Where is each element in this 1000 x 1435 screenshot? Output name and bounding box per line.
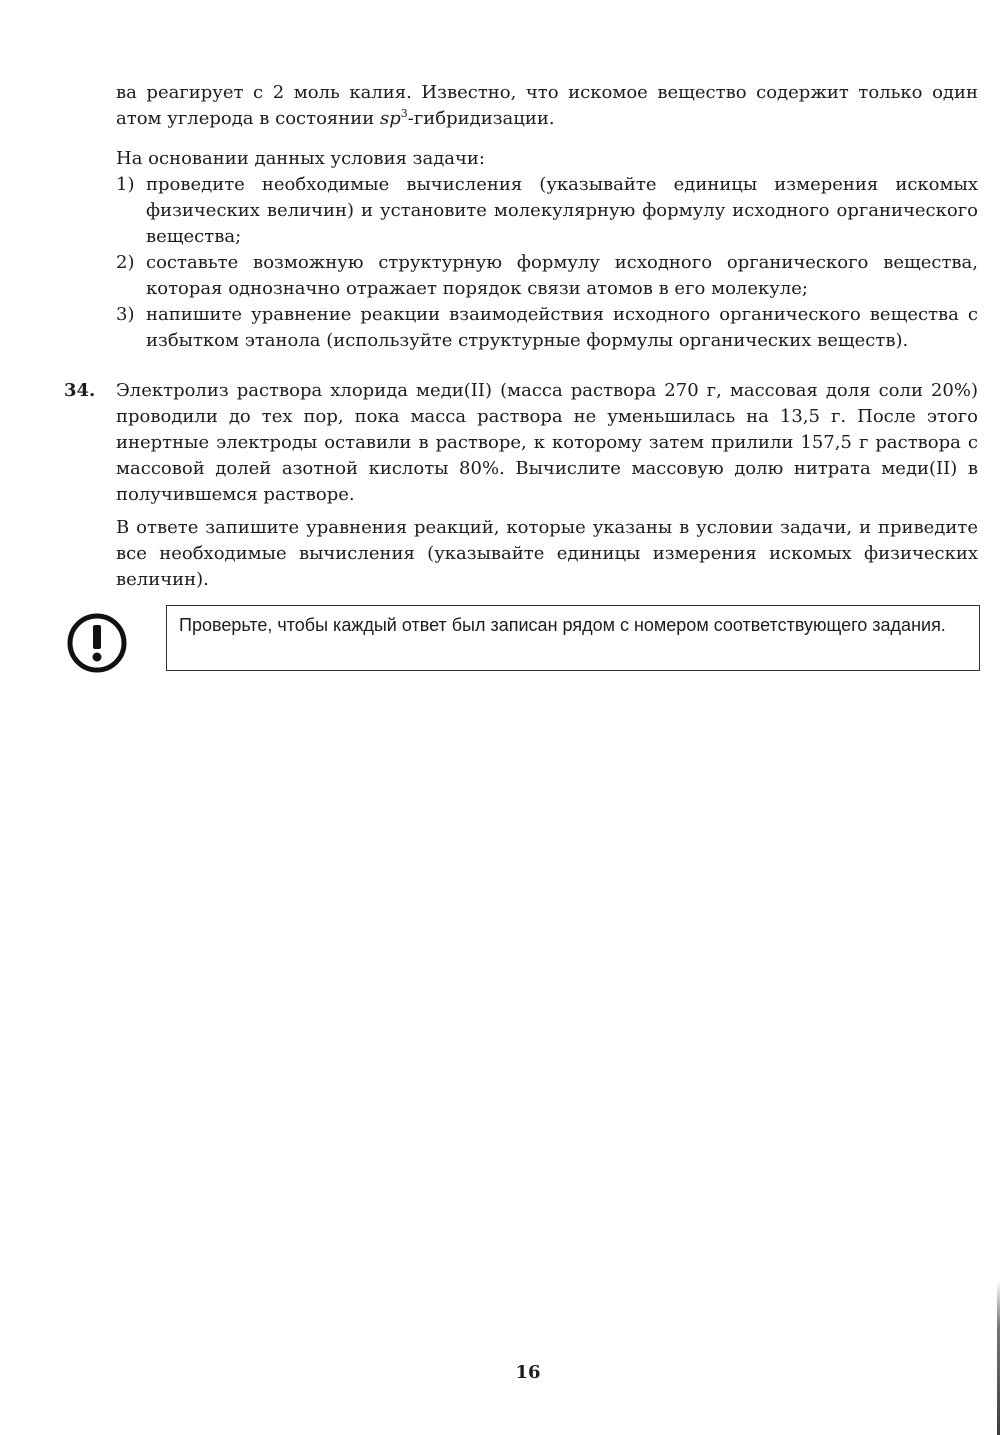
sp-symbol: sp — [379, 108, 401, 129]
list-item-number: 1) — [116, 174, 135, 195]
list-item — [116, 302, 978, 354]
notice-box — [166, 605, 980, 671]
list-item-text: составьте возможную структурную формулу исходного органического вещества, которая однозначно отражает порядок связи атомов в его молекуле; — [146, 252, 978, 299]
list-item-number: 2) — [116, 252, 135, 273]
sp-superscript: 3 — [400, 107, 408, 120]
instructions-intro: На основании данных условия задачи: — [116, 148, 485, 169]
continuation-text: ва реагирует с 2 моль калия. Известно, что искомое вещество содержит только один атом углерода в состоянии — [116, 82, 978, 129]
list-item — [116, 250, 978, 302]
list-item — [116, 172, 978, 250]
page-number: 16 — [515, 1362, 541, 1383]
continuation-text-end: -гибридизации. — [407, 108, 555, 129]
instructions-list — [116, 172, 978, 354]
list-item-number: 3) — [116, 304, 135, 325]
notice-text: Проверьте, чтобы каждый ответ был записан рядом с номером соответствующего задания. — [179, 615, 946, 635]
task34-text: Электролиз раствора хлорида меди(II) (масса раствора 270 г, массовая доля соли 20%) проводили до тех пор, пока масса раствора не уменьшилась на 13,5 г. После этого инертные электроды оставили в растворе, к которому затем прилили 157,5 г раствора с массовой долей азотной кислоты 80%. Вычислите массовую долю нитрата меди(II) в получившемся растворе. — [116, 380, 978, 505]
task-number: 34. — [64, 380, 96, 401]
task34-answer-note: В ответе запишите уравнения реакций, которые указаны в условии задачи, и приведите все необходимые вычисления (указывайте единицы измерения искомых физических величин). — [116, 517, 978, 590]
task33-continuation — [116, 80, 978, 132]
list-item-text: проведите необходимые вычисления (указывайте единицы измерения искомых физических величин) и установите молекулярную формулу исходного органического вещества; — [146, 174, 978, 247]
list-item-text: напишите уравнение реакции взаимодействия исходного органического вещества с избытком этанола (используйте структурные формулы органических веществ). — [146, 304, 978, 351]
exclamation-circle-icon — [66, 612, 128, 674]
